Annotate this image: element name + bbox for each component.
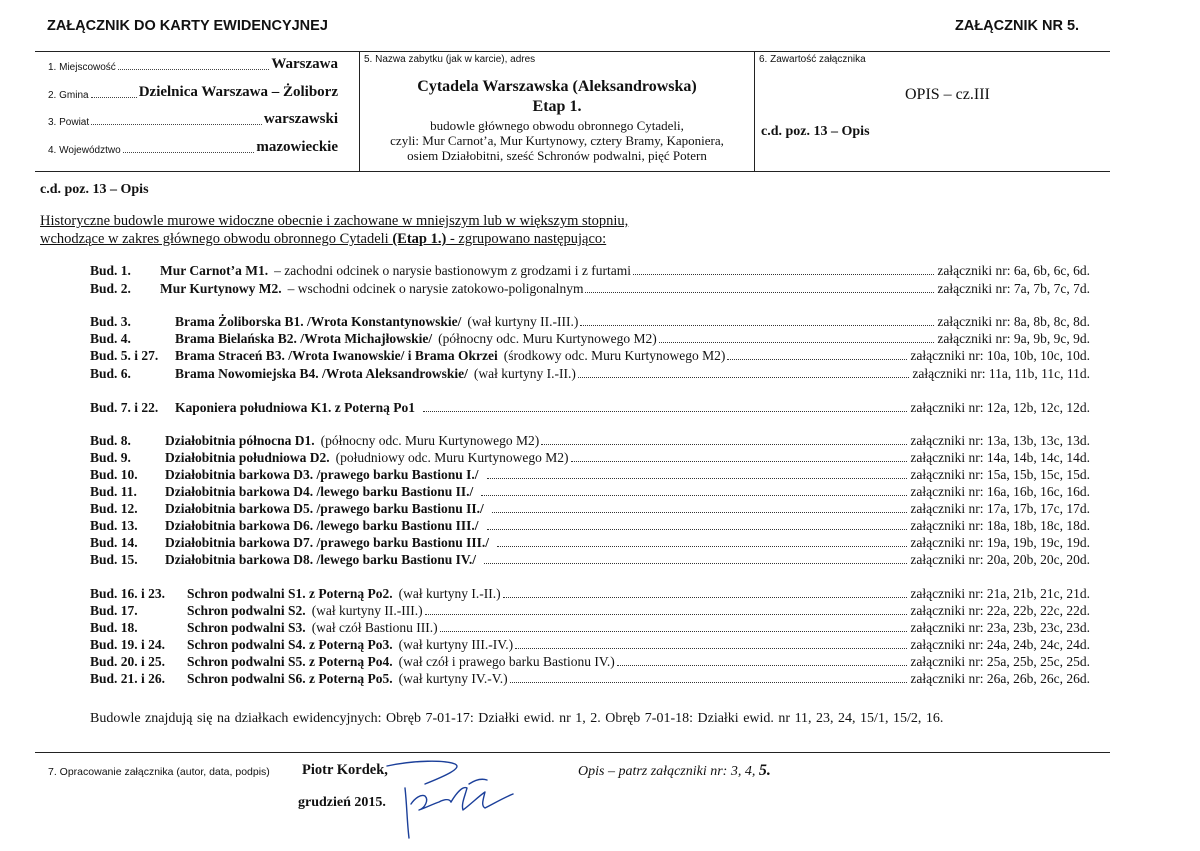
field-value: Dzielnica Warszawa – Żoliborz [138, 84, 338, 100]
building-row [90, 262, 1090, 279]
footer-label: 7. Opracowanie załącznika (autor, data, podpis) [48, 766, 270, 778]
building-row [90, 313, 1090, 330]
building-attachments: załączniki nr: 18a, 18b, 18c, 18d. [910, 518, 1090, 533]
building-name: Schron podwalni S2. [187, 603, 306, 618]
building-desc: (południowy odc. Muru Kurtynowego M2) [335, 450, 569, 465]
building-attachments: załączniki nr: 13a, 13b, 13c, 13d. [910, 433, 1090, 448]
field-gmina [48, 83, 338, 101]
dot-leader [617, 665, 908, 666]
dot-leader [585, 292, 934, 293]
building-row [90, 585, 1090, 602]
building-desc: (środkowy odc. Muru Kurtynowego M2) [503, 348, 726, 363]
building-row [90, 653, 1090, 670]
box-divider-2 [754, 51, 755, 171]
footer-note [578, 762, 771, 780]
building-name: Schron podwalni S4. z Poterną Po3. [187, 637, 393, 652]
building-attachments: załączniki nr: 8a, 8b, 8c, 8d. [937, 314, 1090, 329]
building-desc: (północny odc. Muru Kurtynowego M2) [320, 433, 540, 448]
building-attachments: załączniki nr: 21a, 21b, 21c, 21d. [910, 586, 1090, 601]
building-row [90, 670, 1090, 687]
dot-leader [727, 359, 907, 360]
dot-leader [510, 682, 908, 683]
intro-line-2-post: - zgrupowano następująco: [446, 231, 607, 247]
signature-image [385, 758, 520, 843]
building-attachments: załączniki nr: 12a, 12b, 12c, 12d. [910, 400, 1090, 415]
dot-leader [440, 631, 908, 632]
monument-desc-line-1: budowle głównego obwodu obronnego Cytadeli, [430, 118, 684, 133]
building-name: Działobitnia barkowa D6. /lewego barku Bastionu III./ [165, 518, 479, 533]
building-desc: – zachodni odcinek o narysie bastionowym z grodzami i z furtami [274, 263, 632, 278]
dot-leader [481, 495, 907, 496]
monument-label: 5. Nazwa zabytku (jak w karcie), adres [364, 54, 536, 65]
building-row [90, 399, 1090, 416]
building-attachments: załączniki nr: 15a, 15b, 15c, 15d. [910, 467, 1090, 482]
field-label: 4. Województwo [48, 145, 121, 156]
dot-leader [633, 274, 934, 275]
building-number: Bud. 8. [90, 433, 131, 448]
dot-leader [503, 597, 908, 598]
building-number: Bud. 15. [90, 552, 138, 567]
building-attachments: załączniki nr: 20a, 20b, 20c, 20d. [910, 552, 1090, 567]
building-number: Bud. 11. [90, 484, 137, 499]
building-row [90, 483, 1090, 500]
building-desc: (wał kurtyny I.-II.) [398, 586, 501, 601]
building-row [90, 551, 1090, 568]
building-number: Bud. 12. [90, 501, 138, 516]
section-title: c.d. poz. 13 – Opis [40, 182, 149, 197]
building-row [90, 636, 1090, 653]
contents-value: OPIS – cz.III [905, 86, 990, 103]
building-desc: (wał czół Bastionu III.) [311, 620, 438, 635]
building-number: Bud. 16. i 23. [90, 586, 166, 601]
intro-text [40, 212, 628, 248]
intro-line-1: Historyczne budowle murowe widoczne obecnie i zachowane w mniejszym lub w większym stopniu, [40, 213, 629, 229]
dot-leader [91, 124, 262, 125]
building-row [90, 280, 1090, 297]
building-row [90, 619, 1090, 636]
building-number: Bud. 18. [90, 620, 138, 635]
building-name: Działobitnia barkowa D4. /lewego barku Bastionu II./ [165, 484, 474, 499]
dot-leader [580, 325, 934, 326]
building-attachments: załączniki nr: 9a, 9b, 9c, 9d. [937, 331, 1090, 346]
dot-leader [484, 563, 907, 564]
footer-border [35, 752, 1110, 753]
box-bottom-border [35, 171, 1110, 172]
building-desc: (wał czół i prawego barku Bastionu IV.) [398, 654, 615, 669]
building-attachments: załączniki nr: 22a, 22b, 22c, 22d. [910, 603, 1090, 618]
building-row [90, 432, 1090, 449]
building-desc: (północny odc. Muru Kurtynowego M2) [438, 331, 657, 346]
building-number: Bud. 19. i 24. [90, 637, 166, 652]
building-attachments: załączniki nr: 19a, 19b, 19c, 19d. [910, 535, 1090, 550]
footer-note-bold: 5. [758, 762, 771, 779]
monument-name: Cytadela Warszawska (Aleksandrowska) [417, 78, 697, 95]
building-name: Działobitnia barkowa D3. /prawego barku Bastionu I./ [165, 467, 479, 482]
building-desc: – wschodni odcinek o narysie zatokowo-poligonalnym [287, 281, 584, 296]
signature-stroke [387, 761, 457, 784]
building-number: Bud. 1. [90, 263, 131, 278]
building-attachments: załączniki nr: 14a, 14b, 14c, 14d. [910, 450, 1090, 465]
building-attachments: załączniki nr: 6a, 6b, 6c, 6d. [937, 263, 1090, 278]
signature-stroke [405, 788, 409, 838]
building-name: Działobitnia barkowa D8. /lewego barku Bastionu IV./ [165, 552, 477, 567]
monument-desc-line-3: osiem Działobitni, sześć Schronów podwalni, pięć Potern [407, 148, 707, 163]
building-number: Bud. 3. [90, 314, 131, 329]
building-number: Bud. 6. [90, 366, 131, 381]
building-desc: (wał kurtyny I.-II.) [473, 366, 576, 381]
building-name: Schron podwalni S6. z Poterną Po5. [187, 671, 393, 686]
field-powiat [48, 110, 338, 128]
field-value: Warszawa [271, 56, 338, 72]
field-label: 2. Gmina [48, 90, 89, 101]
building-row [90, 347, 1090, 364]
footer-author: Piotr Kordek, [302, 762, 388, 778]
building-row [90, 449, 1090, 466]
building-row [90, 466, 1090, 483]
building-row [90, 517, 1090, 534]
building-row [90, 602, 1090, 619]
building-name: Schron podwalni S3. [187, 620, 306, 635]
building-desc: (wał kurtyny III.-IV.) [398, 637, 514, 652]
building-number: Bud. 20. i 25. [90, 654, 166, 669]
building-attachments: załączniki nr: 11a, 11b, 11c, 11d. [912, 366, 1090, 381]
field-label: 1. Miejscowość [48, 62, 116, 73]
building-name: Schron podwalni S1. z Poterną Po2. [187, 586, 393, 601]
building-number: Bud. 7. i 22. [90, 400, 159, 415]
dot-leader [571, 461, 908, 462]
building-row [90, 534, 1090, 551]
dot-leader [487, 478, 908, 479]
building-name: Działobitnia południowa D2. [165, 450, 330, 465]
intro-line-2-pre: wchodzące w zakres głównego obwodu obronnego Cytadeli [40, 231, 393, 247]
dot-leader [541, 444, 907, 445]
dot-leader [578, 377, 910, 378]
dot-leader [118, 69, 270, 70]
building-row [90, 330, 1090, 347]
building-name: Schron podwalni S5. z Poterną Po4. [187, 654, 393, 669]
building-row [90, 500, 1090, 517]
signature-stroke [451, 788, 513, 810]
building-attachments: załączniki nr: 25a, 25b, 25c, 25d. [910, 654, 1090, 669]
building-name: Kaponiera południowa K1. z Poterną Po1 [175, 400, 416, 415]
dot-leader [515, 648, 907, 649]
dot-leader [425, 614, 908, 615]
field-label: 3. Powiat [48, 117, 90, 128]
building-number: Bud. 9. [90, 450, 131, 465]
dot-leader [423, 411, 907, 412]
dot-leader [123, 152, 255, 153]
document-title: ZAŁĄCZNIK DO KARTY EWIDENCYJNEJ [47, 18, 328, 34]
building-number: Bud. 17. [90, 603, 138, 618]
building-number: Bud. 14. [90, 535, 138, 550]
intro-line-2-bold: (Etap 1.) [392, 231, 447, 247]
building-number: Bud. 10. [90, 467, 138, 482]
building-attachments: załączniki nr: 17a, 17b, 17c, 17d. [910, 501, 1090, 516]
building-attachments: załączniki nr: 10a, 10b, 10c, 10d. [910, 348, 1090, 363]
footer-date: grudzień 2015. [298, 795, 386, 810]
field-value: warszawski [263, 111, 338, 127]
building-number: Bud. 5. i 27. [90, 348, 159, 363]
contents-label: 6. Zawartość załącznika [759, 54, 866, 65]
building-number: Bud. 4. [90, 331, 131, 346]
building-number: Bud. 21. i 26. [90, 671, 166, 686]
building-desc: (wał kurtyny II.-III.) [311, 603, 423, 618]
monument-desc-line-2: czyli: Mur Carnot’a, Mur Kurtynowy, cztery Bramy, Kaponiera, [390, 133, 724, 148]
field-wojewodztwo [48, 138, 338, 156]
building-name: Mur Carnot’a M1. [160, 263, 269, 278]
building-name: Mur Kurtynowy M2. [160, 281, 282, 296]
building-attachments: załączniki nr: 16a, 16b, 16c, 16d. [910, 484, 1090, 499]
building-name: Brama Bielańska B2. /Wrota Michajłowskie/ [175, 331, 433, 346]
field-miejscowosc [48, 55, 338, 73]
building-name: Działobitnia barkowa D5. /prawego barku Bastionu II./ [165, 501, 484, 516]
dot-leader [91, 97, 137, 98]
building-number: Bud. 2. [90, 281, 131, 296]
building-name: Działobitnia północna D1. [165, 433, 315, 448]
signature-stroke [411, 795, 451, 810]
dot-leader [487, 529, 908, 530]
monument-stage: Etap 1. [532, 98, 582, 115]
building-attachments: załączniki nr: 26a, 26b, 26c, 26d. [910, 671, 1090, 686]
building-attachments: załączniki nr: 7a, 7b, 7c, 7d. [937, 281, 1090, 296]
dot-leader [492, 512, 908, 513]
dot-leader [659, 342, 935, 343]
building-attachments: załączniki nr: 24a, 24b, 24c, 24d. [910, 637, 1090, 652]
attachment-number: ZAŁĄCZNIK NR 5. [955, 18, 1080, 34]
dot-leader [497, 546, 907, 547]
building-name: Brama Żoliborska B1. /Wrota Konstantynowskie/ [175, 314, 462, 329]
signature-stroke [469, 779, 487, 784]
footer-note-text: Opis – patrz załączniki nr: 3, 4, [578, 764, 759, 779]
building-desc: (wał kurtyny II.-III.) [467, 314, 579, 329]
field-value: mazowieckie [256, 139, 338, 155]
contents-ref: c.d. poz. 13 – Opis [761, 124, 870, 139]
box-top-border [35, 51, 1110, 52]
building-attachments: załączniki nr: 23a, 23b, 23c, 23d. [910, 620, 1090, 635]
building-name: Brama Straceń B3. /Wrota Iwanowskie/ i Brama Okrzei [175, 348, 498, 363]
building-row [90, 365, 1090, 382]
building-desc: (wał kurtyny IV.-V.) [398, 671, 508, 686]
building-name: Działobitnia barkowa D7. /prawego barku Bastionu III./ [165, 535, 490, 550]
building-number: Bud. 13. [90, 518, 138, 533]
building-name: Brama Nowomiejska B4. /Wrota Aleksandrowskie/ [175, 366, 468, 381]
plots-text: Budowle znajdują się na działkach ewidencyjnych: Obręb 7-01-17: Działki ewid. nr 1, 2. Obręb 7-01-18: Działki ewid. nr 11, 23, 24, 15/1, 15/2, 16. [90, 711, 944, 726]
